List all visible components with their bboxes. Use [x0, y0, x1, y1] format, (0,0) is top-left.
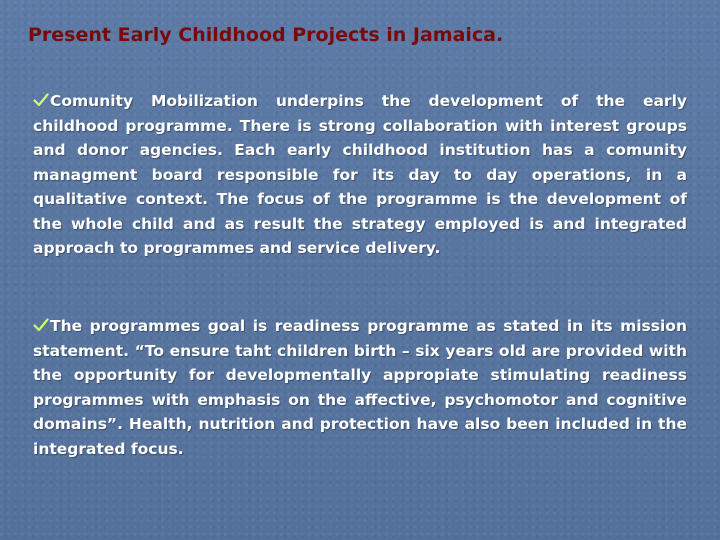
bullet-item-1: [33, 89, 687, 261]
bullet-text-1: Comunity Mobilization underpins the development of the early childhood programme. There is strong collaboration with interest groups and donor agencies. Each early childhood institution has a comunity managment board responsible for its day to day operations, in a qualitative context. The focus of the programme is the development of the whole child and as result the strategy employed is and integrated approach to programmes and service delivery.: [33, 92, 687, 257]
bullet-item-2: [33, 314, 687, 461]
slide-title: Present Early Childhood Projects in Jamaica.: [28, 24, 504, 46]
check-icon: [33, 93, 49, 107]
check-icon: [33, 318, 49, 332]
bullet-text-2: The programmes goal is readiness programme as stated in its mission statement. “To ensure taht children birth – six years old are provided with the opportunity for developmentally appropiate stimulating readiness programmes with emphasis on the affective, psychomotor and cognitive domains”. Health, nutrition and protection have also been included in the integrated focus.: [33, 317, 687, 458]
